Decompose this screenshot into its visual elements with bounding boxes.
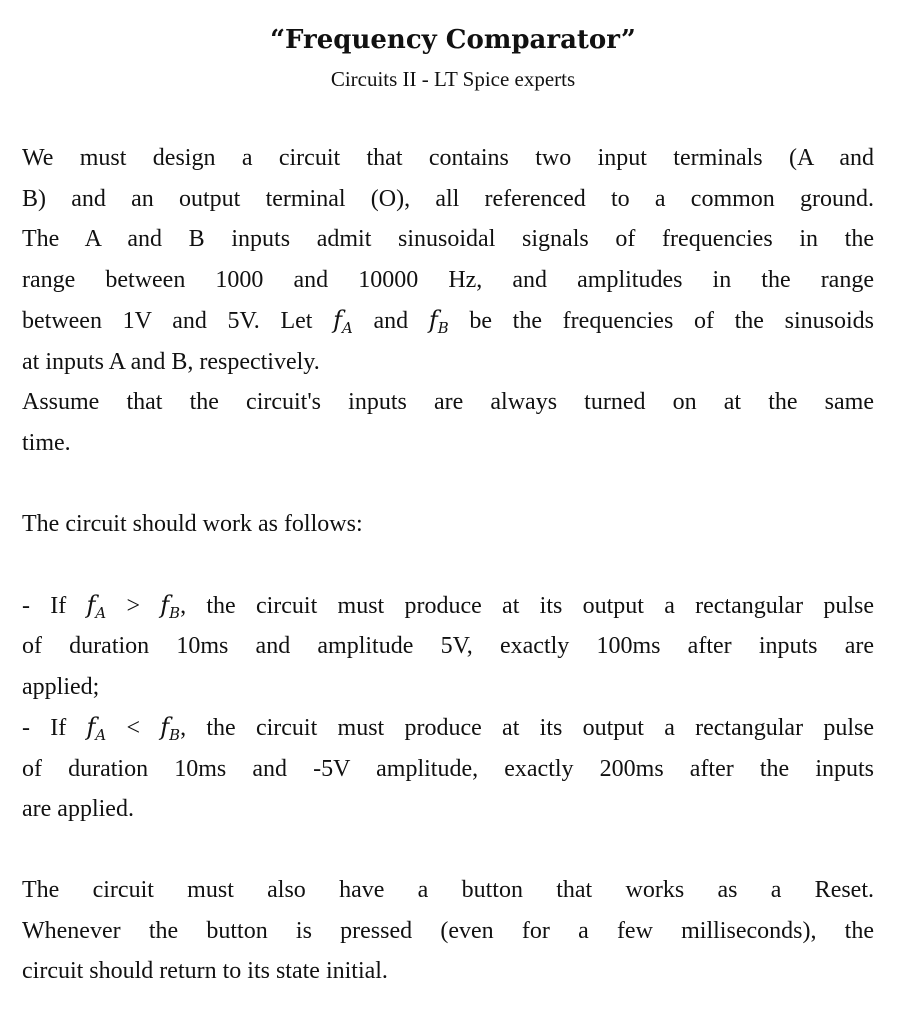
text-fragment: between 1V and 5V. Let [22,308,334,334]
math-f-b: $f_B$ [428,306,449,338]
document-body [22,138,874,992]
text-line: are applied. [22,796,134,822]
text-fragment: be the frequencies of the sinusoids [448,308,875,334]
text-line: Whenever the button is pressed (even for a few milliseconds), the [22,917,874,944]
math-f-a: $f_A$ [86,713,107,745]
text-line: The A and B inputs admit sinusoidal signals of frequencies in the [22,226,874,252]
math-f-b: $f_B$ [160,713,181,745]
text-line: We must design a circuit that contains two input terminals (A and [22,145,874,171]
text-line: - If $f_A > f_B$, the circuit must produce at its output a rectangular pulse [22,590,874,622]
paragraph-problem-statement [22,138,874,382]
paragraph-reset-button [22,870,874,992]
math-f-a: $f_A$ [86,590,107,622]
text-line: The circuit should work as follows: [22,510,363,537]
math-f-a: $f_A$ [333,306,353,338]
paragraph-gap [22,544,874,585]
text-line: at inputs A and B, respectively. [22,348,320,375]
text-fragment: and [352,308,429,334]
text-line: Assume that the circuit's inputs are always turned on at the same [22,389,874,415]
text-line: time. [22,429,71,456]
rule-fa-less-fb [22,707,874,830]
math-f-b: $f_B$ [160,590,181,622]
text-line: of duration 10ms and -5V amplitude, exactly 200ms after the inputs [22,755,874,782]
paragraph-gap [22,463,874,504]
text-line: - If $f_A < f_B$, the circuit must produce at its output a rectangular pulse [22,713,874,745]
text-line: range between 1000 and 10000 Hz, and amplitudes in the range [22,266,874,293]
text-line: B) and an output terminal (O), all referenced to a common ground. [22,185,874,212]
rule-fa-greater-fb [22,585,874,708]
paragraph-assumption [22,382,874,463]
document-subtitle: Circuits II - LT Spice experts [330,67,576,91]
text-line: circuit should return to its state initial. [22,958,388,984]
text-line [22,300,874,342]
text-line: The circuit must also have a button that works as a Reset. [22,877,874,903]
paragraph-gap [22,830,874,871]
document-title: “Frequency Comparator” [270,25,636,55]
paragraph-behavior-intro [22,504,874,545]
text-line: applied; [22,673,100,700]
text-line: of duration 10ms and amplitude 5V, exactly 100ms after inputs are [22,633,874,659]
